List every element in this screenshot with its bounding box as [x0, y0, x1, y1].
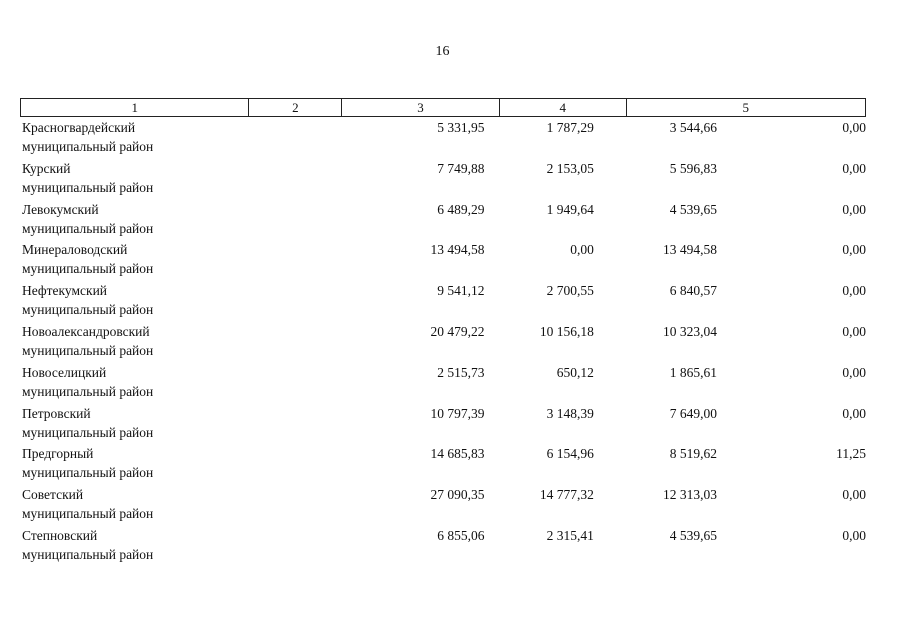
- value-col-5: 0,00: [842, 405, 866, 421]
- value-col-3: 14 777,32: [539, 487, 594, 503]
- district-name-cell: [20, 199, 217, 240]
- value-col-4: 4 539,65: [669, 201, 718, 217]
- table-row: [20, 321, 866, 362]
- value-col-4: 6 840,57: [669, 283, 718, 299]
- value-col-2: 9 541,12: [437, 283, 485, 299]
- value-col-3: 6 154,96: [546, 446, 594, 462]
- value-col-2: 14 685,83: [430, 446, 485, 462]
- district-type: муниципальный район: [22, 383, 154, 399]
- value-col-2: 6 489,29: [437, 201, 485, 217]
- table-header: [20, 98, 866, 117]
- value-col-2: 20 479,22: [430, 323, 485, 339]
- value-col-4: 3 544,66: [669, 120, 718, 135]
- district-type: муниципальный район: [22, 302, 154, 318]
- header-col-4: 4: [499, 99, 626, 116]
- district-type: муниципальный район: [22, 139, 154, 154]
- table-row: [20, 158, 866, 199]
- district-type: муниципальный район: [22, 342, 154, 358]
- value-col-3: 2 700,55: [546, 283, 594, 299]
- value-col-3: 1 949,64: [546, 201, 594, 217]
- value-col-4: 7 649,00: [669, 405, 718, 421]
- value-col-3: 3 148,39: [546, 405, 594, 421]
- page-number: 16: [435, 44, 450, 59]
- district-type: муниципальный район: [22, 220, 154, 236]
- district-name-cell: [20, 403, 217, 444]
- district-name: Советский: [22, 487, 84, 503]
- table-row: [20, 525, 866, 566]
- header-col-1: 1: [131, 100, 138, 115]
- district-name-cell: [20, 484, 217, 525]
- value-col-3: 2 153,05: [546, 160, 594, 176]
- district-type: муниципальный район: [22, 465, 154, 481]
- header-col-2: 2: [248, 99, 341, 116]
- district-name: Левокумский: [22, 201, 99, 217]
- value-col-2: 13 494,58: [430, 242, 485, 258]
- value-col-4: 1 865,61: [669, 364, 718, 380]
- value-col-4: 10 323,04: [663, 323, 718, 339]
- district-name: Курский: [22, 160, 71, 176]
- value-col-3: 650,12: [556, 364, 594, 380]
- header-col-3: 3: [341, 99, 499, 116]
- value-col-2: 10 797,39: [430, 405, 485, 421]
- value-col-4: 13 494,58: [663, 242, 718, 258]
- value-col-2: 7 749,88: [437, 160, 485, 176]
- value-col-5: 0,00: [842, 120, 866, 135]
- table-row: [20, 280, 866, 321]
- value-col-3: 2 315,41: [546, 527, 594, 543]
- district-name-cell: [20, 525, 217, 566]
- district-name-cell: [20, 443, 217, 484]
- value-col-2: 6 855,06: [437, 527, 485, 543]
- value-col-2: 2 515,73: [437, 364, 485, 380]
- district-name: Новоалександровский: [22, 323, 150, 339]
- value-col-5: 0,00: [842, 323, 866, 339]
- district-name: Новоселицкий: [22, 364, 107, 380]
- value-col-5: 0,00: [842, 527, 866, 543]
- district-name: Предгорный: [22, 446, 94, 462]
- district-name: Красногвардейский: [22, 120, 136, 135]
- district-name-cell: [20, 239, 217, 280]
- district-name-cell: [20, 362, 217, 403]
- district-name: Степновский: [22, 527, 98, 543]
- table-row: [20, 443, 866, 484]
- table-row: [20, 199, 866, 240]
- header-col-5: 5: [626, 99, 865, 116]
- district-name: Минераловодский: [22, 242, 128, 258]
- value-col-5: 0,00: [842, 201, 866, 217]
- district-type: муниципальный район: [22, 424, 154, 440]
- value-col-5: 0,00: [842, 364, 866, 380]
- district-name-cell: [20, 280, 217, 321]
- district-name-cell: [20, 158, 217, 199]
- value-col-2: 5 331,95: [437, 120, 485, 135]
- value-col-4: 8 519,62: [669, 446, 718, 462]
- value-col-3: 1 787,29: [546, 120, 594, 135]
- value-col-4: 12 313,03: [663, 487, 718, 503]
- value-col-5: 0,00: [842, 160, 866, 176]
- value-col-5: 0,00: [842, 487, 866, 503]
- value-col-5: 0,00: [842, 283, 866, 299]
- table-body: [20, 117, 866, 566]
- district-type: муниципальный район: [22, 506, 154, 522]
- value-col-2: 27 090,35: [430, 487, 485, 503]
- table-row: [20, 239, 866, 280]
- table-row: [20, 117, 866, 158]
- district-name: Петровский: [22, 405, 91, 421]
- value-col-5: 0,00: [842, 242, 866, 258]
- table-row: [20, 484, 866, 525]
- value-col-5: 11,25: [836, 446, 866, 462]
- budget-table: [20, 98, 866, 566]
- value-col-4: 4 539,65: [669, 527, 718, 543]
- value-col-3: 0,00: [570, 242, 594, 258]
- district-type: муниципальный район: [22, 546, 154, 562]
- district-type: муниципальный район: [22, 261, 154, 277]
- table-row: [20, 403, 866, 444]
- district-name-cell: [20, 321, 217, 362]
- table-row: [20, 362, 866, 403]
- value-col-4: 5 596,83: [669, 160, 718, 176]
- district-name: Нефтекумский: [22, 283, 108, 299]
- value-col-3: 10 156,18: [539, 323, 594, 339]
- district-type: муниципальный район: [22, 179, 154, 195]
- district-name-cell: [20, 117, 217, 158]
